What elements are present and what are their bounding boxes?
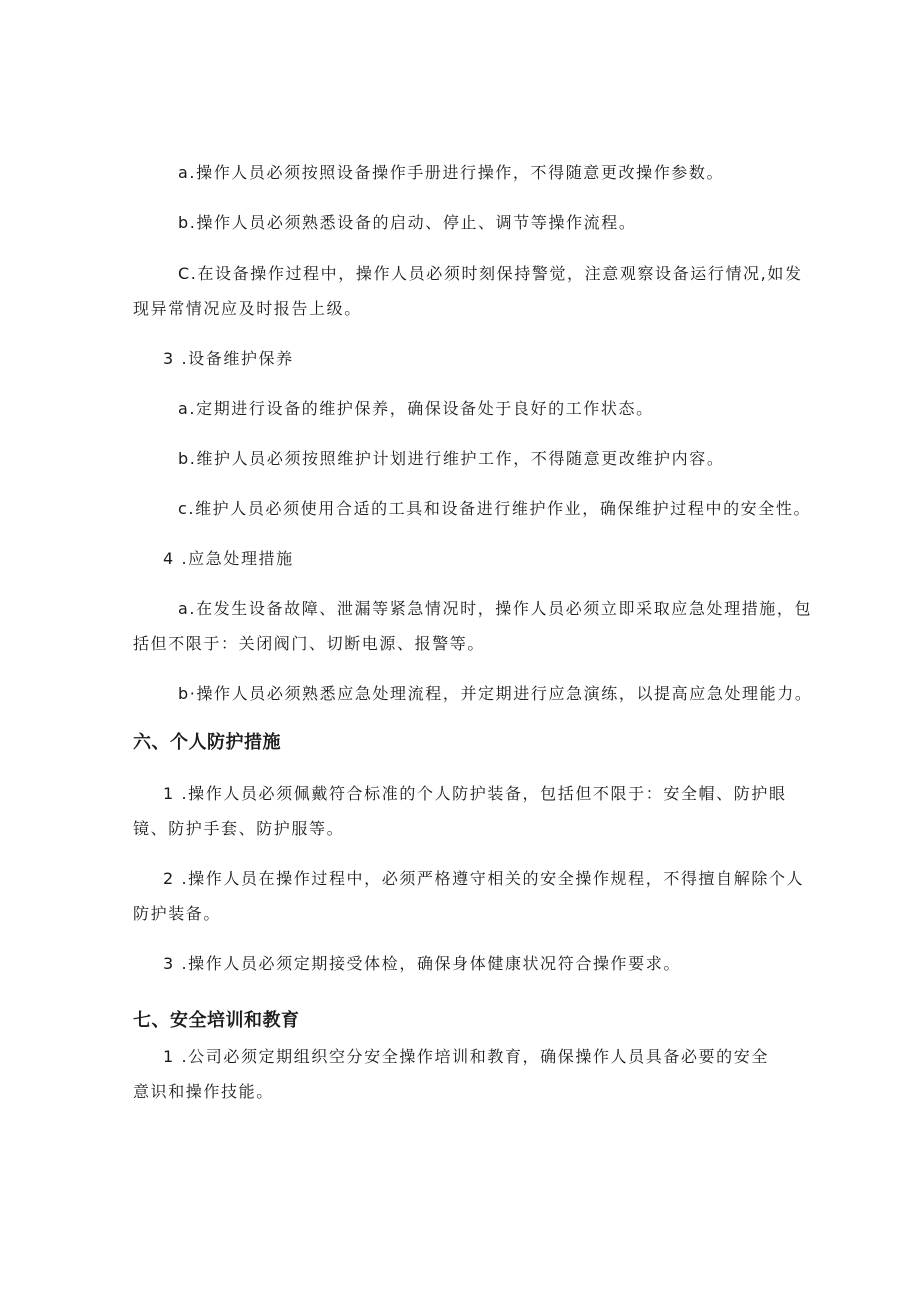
maintenance-rule-b: b.维护人员必须按照维护计划进行维护工作，不得随意更改维护内容。: [178, 449, 725, 468]
maintenance-rule-a: a.定期进行设备的维护保养，确保设备处于良好的工作状态。: [178, 399, 654, 418]
protection-item-2-line1: 2 .操作人员在操作过程中，必须严格遵守相关的安全操作规程，不得擅自解除个人: [163, 869, 805, 888]
training-heading: 七、安全培训和教育: [133, 1010, 300, 1031]
operation-rule-b: b.操作人员必须熟悉设备的启动、停止、调节等操作流程。: [178, 213, 637, 232]
emergency-rule-a-line2: 括但不限于：关闭阀门、切断电源、报警等。: [133, 634, 486, 653]
maintenance-rule-c: c.维护人员必须使用合适的工具和设备进行维护作业，确保维护过程中的安全性。: [178, 499, 812, 518]
training-item-1-line2: 意识和操作技能。: [133, 1082, 274, 1101]
protection-item-1-line2: 镜、防护手套、防护服等。: [133, 819, 345, 838]
operation-rule-c-line1: C.在设备操作过程中，操作人员必须时刻保持警觉，注意观察设备运行情况,如发: [178, 264, 803, 283]
training-item-1-line1: 1 .公司必须定期组织空分安全操作培训和教育，确保操作人员具备必要的安全: [163, 1047, 769, 1066]
protection-heading: 六、个人防护措施: [133, 732, 281, 753]
emergency-rule-a-line1: a.在发生设备故障、泄漏等紧急情况时，操作人员必须立即采取应急处理措施，包: [178, 599, 813, 618]
protection-item-3: 3 .操作人员必须定期接受体检，确保身体健康状况符合操作要求。: [163, 954, 681, 973]
protection-item-1-line1: 1 .操作人员必须佩戴符合标准的个人防护装备，包括但不限于：安全帽、防护眼: [163, 784, 787, 803]
operation-rule-c-line2: 现异常情况应及时报告上级。: [133, 299, 362, 318]
operation-rule-a: a.操作人员必须按照设备操作手册进行操作，不得随意更改操作参数。: [178, 163, 725, 182]
maintenance-title: 3 .设备维护保养: [163, 349, 294, 368]
protection-item-2-line2: 防护装备。: [133, 904, 222, 923]
emergency-rule-b: b·操作人员必须熟悉应急处理流程，并定期进行应急演练，以提高应急处理能力。: [178, 684, 813, 703]
emergency-title: 4 .应急处理措施: [163, 549, 294, 568]
